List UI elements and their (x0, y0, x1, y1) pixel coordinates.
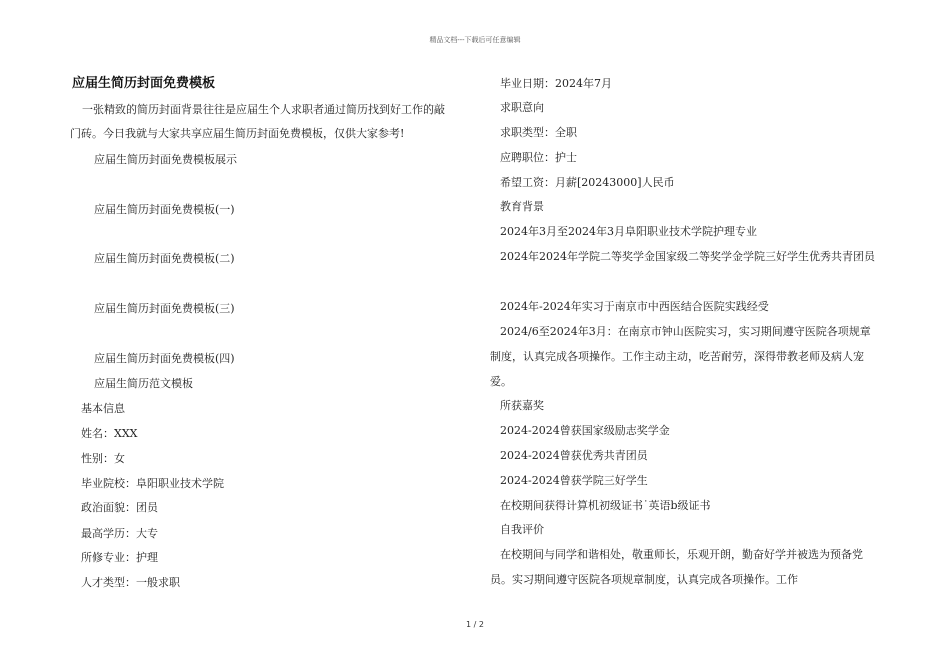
honor-item-1: 2024-2024曾获国家级励志奖学金 (500, 424, 670, 437)
intro-paragraph-line-2: 门砖。今日我就与大家共享应届生简历封面免费模板，仅供大家参考! (70, 127, 405, 140)
honors-heading: 所获嘉奖 (500, 399, 544, 412)
template-2-caption: 应届生简历封面免费模板(二) (94, 252, 235, 265)
experience-line-2: 制度，认真完成各项操作。工作主动主动，吃苦耐劳，深得带教老师及病人宠 (490, 350, 864, 363)
showcase-heading: 应届生简历封面免费模板展示 (94, 153, 237, 166)
evaluation-line-1: 在校期间与同学和谐相处，敬重师长，乐观开朗，勤奋好学并被选为预备党 (500, 548, 863, 561)
experience-line-1: 2024/6至2024年3月：在南京市钟山医院实习，实习期间遵守医院各项规章 (500, 325, 871, 338)
education-entry: 2024年3月至2024年3月阜阳职业技术学院护理专业 (500, 225, 757, 238)
internship-entry: 2024年-2024年实习于南京市中西医结合医院实践经受 (500, 300, 769, 313)
major-field: 所修专业：护理 (81, 551, 158, 564)
gender-field: 性别：女 (81, 452, 125, 465)
template-1-caption: 应届生简历封面免费模板(一) (94, 203, 235, 216)
experience-line-3: 爱。 (490, 375, 512, 388)
education-field: 最高学历：大专 (81, 527, 158, 540)
education-background-heading: 教育背景 (500, 200, 544, 213)
job-type-field: 求职类型：全职 (500, 126, 577, 139)
template-3-caption: 应届生简历封面免费模板(三) (94, 302, 235, 315)
basic-info-heading: 基本信息 (81, 402, 125, 415)
name-field: 姓名：XXX (81, 427, 138, 440)
awards-entry: 2024年2024年学院二等奖学金国家级二等奖学金学院三好学生优秀共青团员 (500, 250, 875, 263)
job-intent-heading: 求职意向 (500, 101, 544, 114)
page-number: 1 / 2 (466, 620, 484, 629)
page-header: 精品文档---下载后可任意编辑 (429, 36, 521, 44)
school-field: 毕业院校：阜阳职业技术学院 (81, 477, 224, 490)
talent-type-field: 人才类型：一般求职 (81, 576, 180, 589)
honor-item-3: 2024-2024曾获学院三好学生 (500, 474, 648, 487)
sample-resume-heading: 应届生简历范文模板 (94, 377, 193, 390)
self-evaluation-heading: 自我评价 (500, 523, 544, 536)
position-field: 应聘职位：护士 (500, 151, 577, 164)
document-title: 应届生简历封面免费模板 (72, 76, 216, 91)
graduation-date-field: 毕业日期：2024年7月 (500, 77, 612, 90)
salary-field: 希望工资：月薪[20243000]人民币 (500, 176, 675, 189)
politics-field: 政治面貌：团员 (81, 501, 158, 514)
intro-paragraph-line-1: 一张精致的简历封面背景往往是应届生个人求职者通过简历找到好工作的敲 (82, 103, 445, 116)
certificates-line: 在校期间获得计算机初级证书˙英语b级证书 (500, 499, 711, 512)
honor-item-2: 2024-2024曾获优秀共青团员 (500, 449, 648, 462)
template-4-caption: 应届生简历封面免费模板(四) (94, 352, 235, 365)
evaluation-line-2: 员。实习期间遵守医院各项规章制度，认真完成各项操作。工作 (490, 573, 798, 586)
